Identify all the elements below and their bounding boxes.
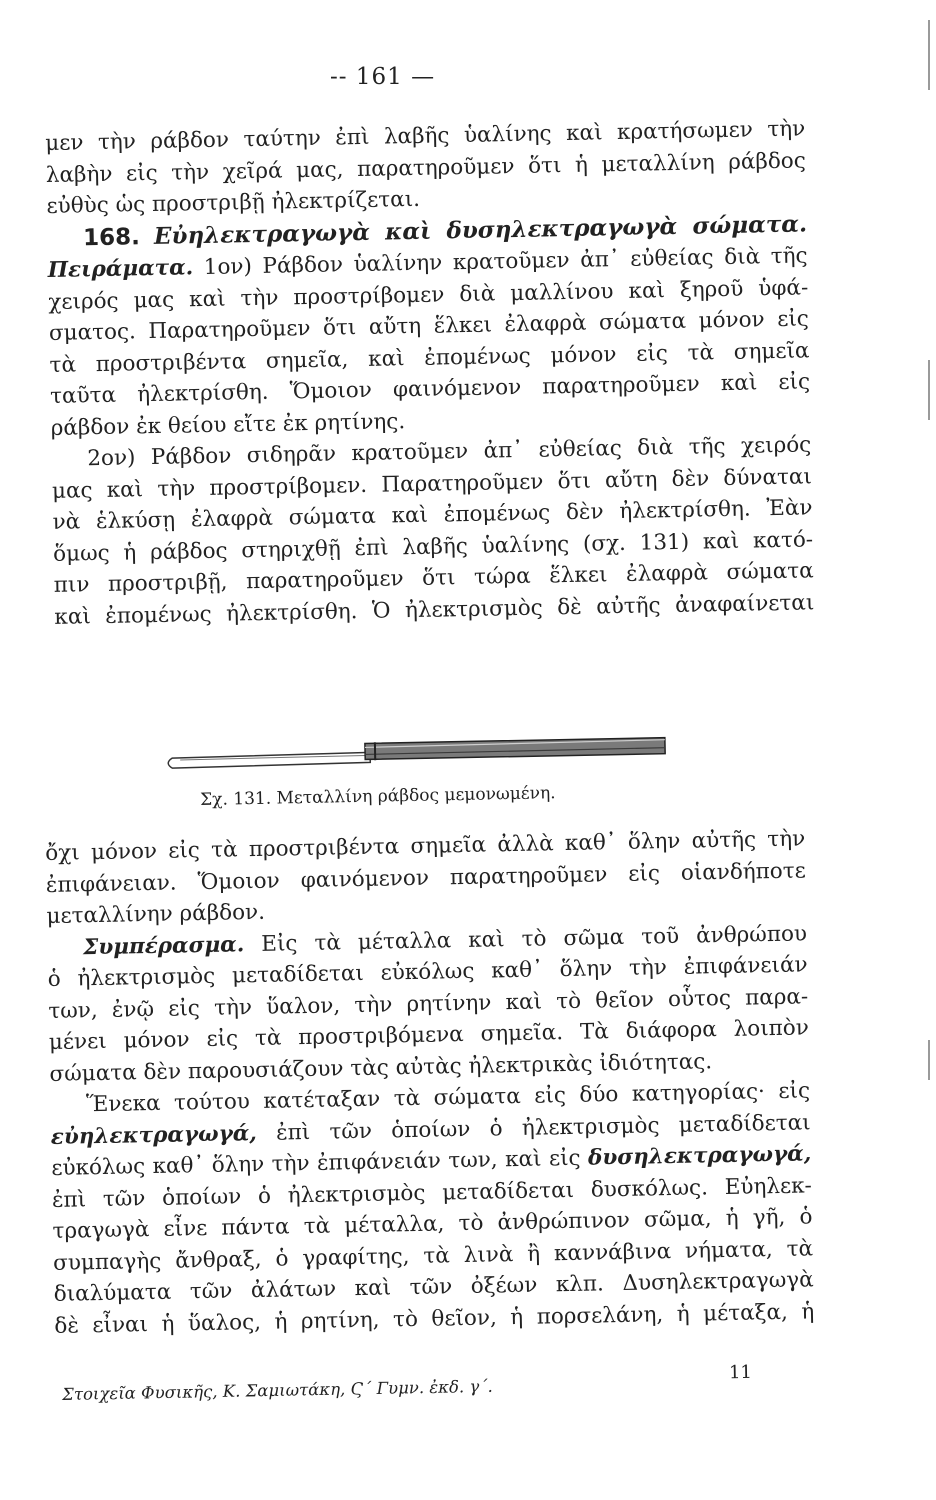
text-line: μεταλλίνην ράβδον. [46,899,266,929]
text-line: πιν προστριβῇ, παρατηροῦμεν ὅτι τώρα ἕλκει ἐλαφρὰ σώματα [53,558,814,598]
text-line: ὁ ἠλεκτρισμὸς μεταδίδεται εὐκόλως καθ᾽ ὅλην τὴν ἐπιφάνειάν [47,952,808,992]
text-line: νὰ ἑλκύσῃ ἐλαφρὰ σώματα καὶ ἐπομένως δὲν ἠλεκτρίσθη. Ἐὰν [52,495,813,535]
rod-figure-icon [160,708,720,788]
page-number: -- 161 — [330,64,436,90]
text-line: ἐπὶ τῶν ὁποίων ὁ ἠλεκτρισμὸς μεταδίδεται δυσκόλως. Εὐηλεκ- [51,1172,813,1213]
text-line: λαβὴν εἰς τὴν χεῖρά μας, παρατηροῦμεν ὅτι ἡ μεταλλίνη ράβδος [45,147,807,188]
text-line: ἐπιφάνειαν. Ὅμοιον φαινόμενον παρατηροῦμεν εἰς οἱανδήποτε [45,857,807,898]
text-span: Εἰς τὰ μέταλλα καὶ τὸ σῶμα τοῦ ἀνθρώπου [243,920,808,957]
text-block-lower [45,823,815,1341]
text-line: ταῦτα ἠλεκτρίσθη. Ὅμοιον φαινόμενον παρατηροῦμεν καὶ εἰς [49,369,811,409]
signature-number: 11 [728,1361,753,1384]
figure-caption: Σχ. 131. Μεταλλίνη ράβδος μεμονωμένη. [200,783,556,810]
text-line: εὐθὺς ὡς προστριβῇ ἠλεκτρίζεται. [46,186,421,219]
text-line: ὄχι μόνον εἰς τὰ προστριβέντα σημεῖα ἀλλὰ καθ᾽ ὅλην αὐτῆς τὴν [45,826,806,866]
text-line: δὲ εἶναι ἡ ὕαλος, ἡ ρητίνη, τὸ θεῖον, ἡ πορσελάνη, ἡ μέταξα, ἡ [54,1298,815,1339]
text-span: ἐπὶ τῶν ὁποίων ὁ ἠλεκτρισμὸς μεταδίδεται [256,1109,811,1146]
edge-mark [928,1040,930,1080]
text-line: χειρός μας καὶ τὴν προστρίβομεν διὰ μαλλίνου καὶ ξηροῦ ὑφά- [48,274,809,315]
text-span: εὐκόλως καθ᾽ ὅλην τὴν ἐπιφάνειάν των, καὶ εἰς [51,1145,589,1181]
text-line: σματος. Παρατηροῦμεν ὅτι αὔτη ἕλκει ἐλαφρὰ σώματα μόνον εἰς [48,306,810,346]
footer-source: Στοιχεῖα Φυσικῆς, Κ. Σαμιωτάκη, Ϛ´ Γυμν. ἐκδ. γ´. [62,1376,493,1404]
text-line: σώματα δὲν παρουσιάζουν τὰς αὐτὰς ἠλεκτρικὰς ἰδιότητας. [49,1048,713,1087]
text-block-upper [45,113,815,632]
conclusion-label: Συμπέρασμα. [82,931,245,960]
text-span: 1ον) Ράβδον ὑαλίνην κρατοῦμεν ἀπ᾽ εὐθείας διὰ τῆς [192,243,808,281]
section-title: Εὐηλεκτραγωγὰ καὶ δυσηλεκτραγωγὰ σώματα. [153,209,808,250]
experiments-label: Πειράματα. [47,255,194,283]
term-conductors: εὐηλεκτραγωγά, [50,1120,258,1150]
text-line: των, ἐνῷ εἰς τὴν ὕαλον, τὴν ρητίνην καὶ τὸ θεῖον οὗτος παρα- [48,983,809,1024]
edge-mark [928,360,930,420]
page-footer [62,1361,753,1404]
text-line: μένει μόνον εἰς τὰ προστριβόμενα σημεῖα. Τὰ διάφορα λοιπὸν [48,1015,810,1055]
term-insulators: δυσηλεκτραγωγά, [587,1141,812,1171]
text-line: συμπαγὴς ἄνθραξ, ὁ γραφίτης, τὰ λινὰ ἢ καννάβινα νήματα, τὰ [52,1235,814,1276]
text-line: μεν τὴν ράβδον ταύτην ἐπὶ λαβῆς ὑαλίνης καὶ κρατήσωμεν τὴν [45,116,806,156]
text-line: τραγωγὰ εἶνε πάντα τὰ μέταλλα, τὸ ἀνθρώπινον σῶμα, ἡ γῆ, ὁ [52,1204,813,1244]
text-line: Ἕνεκα τούτου κατέταξαν τὰ σώματα εἰς δύο κατηγορίας· εἰς [85,1078,811,1118]
text-line: διαλύματα τῶν ἀλάτων καὶ τῶν ὀξέων κλπ. Δυσηλεκτραγωγὰ [53,1267,814,1307]
text-line: ὅμως ἡ ράβδος στηριχθῇ ἐπὶ λαβῆς ὑαλίνης (σχ. 131) καὶ κατό- [52,526,814,567]
text-line: 2ον) Ράβδον σιδηρᾶν κρατοῦμεν ἀπ᾽ εὐθείας διὰ τῆς χειρός [87,432,812,472]
text-line: τὰ προστριβέντα σημεῖα, καὶ ἐπομένως μόνον εἰς τὰ σημεῖα [49,337,810,378]
edge-mark [928,20,930,90]
text-line: μας καὶ τὴν προστρίβομεν. Παρατηροῦμεν ὅτι αὔτη δὲν δύναται [51,463,813,504]
text-line: ράβδον ἐκ θείου εἴτε ἐκ ρητίνης. [50,408,406,441]
section-number: 168. [82,223,141,251]
text-line: καὶ ἐπομένως ἠλεκτρίσθη. Ὁ ἠλεκτρισμὸς δὲ αὐτῆς ἀναφαίνεται [54,589,815,630]
